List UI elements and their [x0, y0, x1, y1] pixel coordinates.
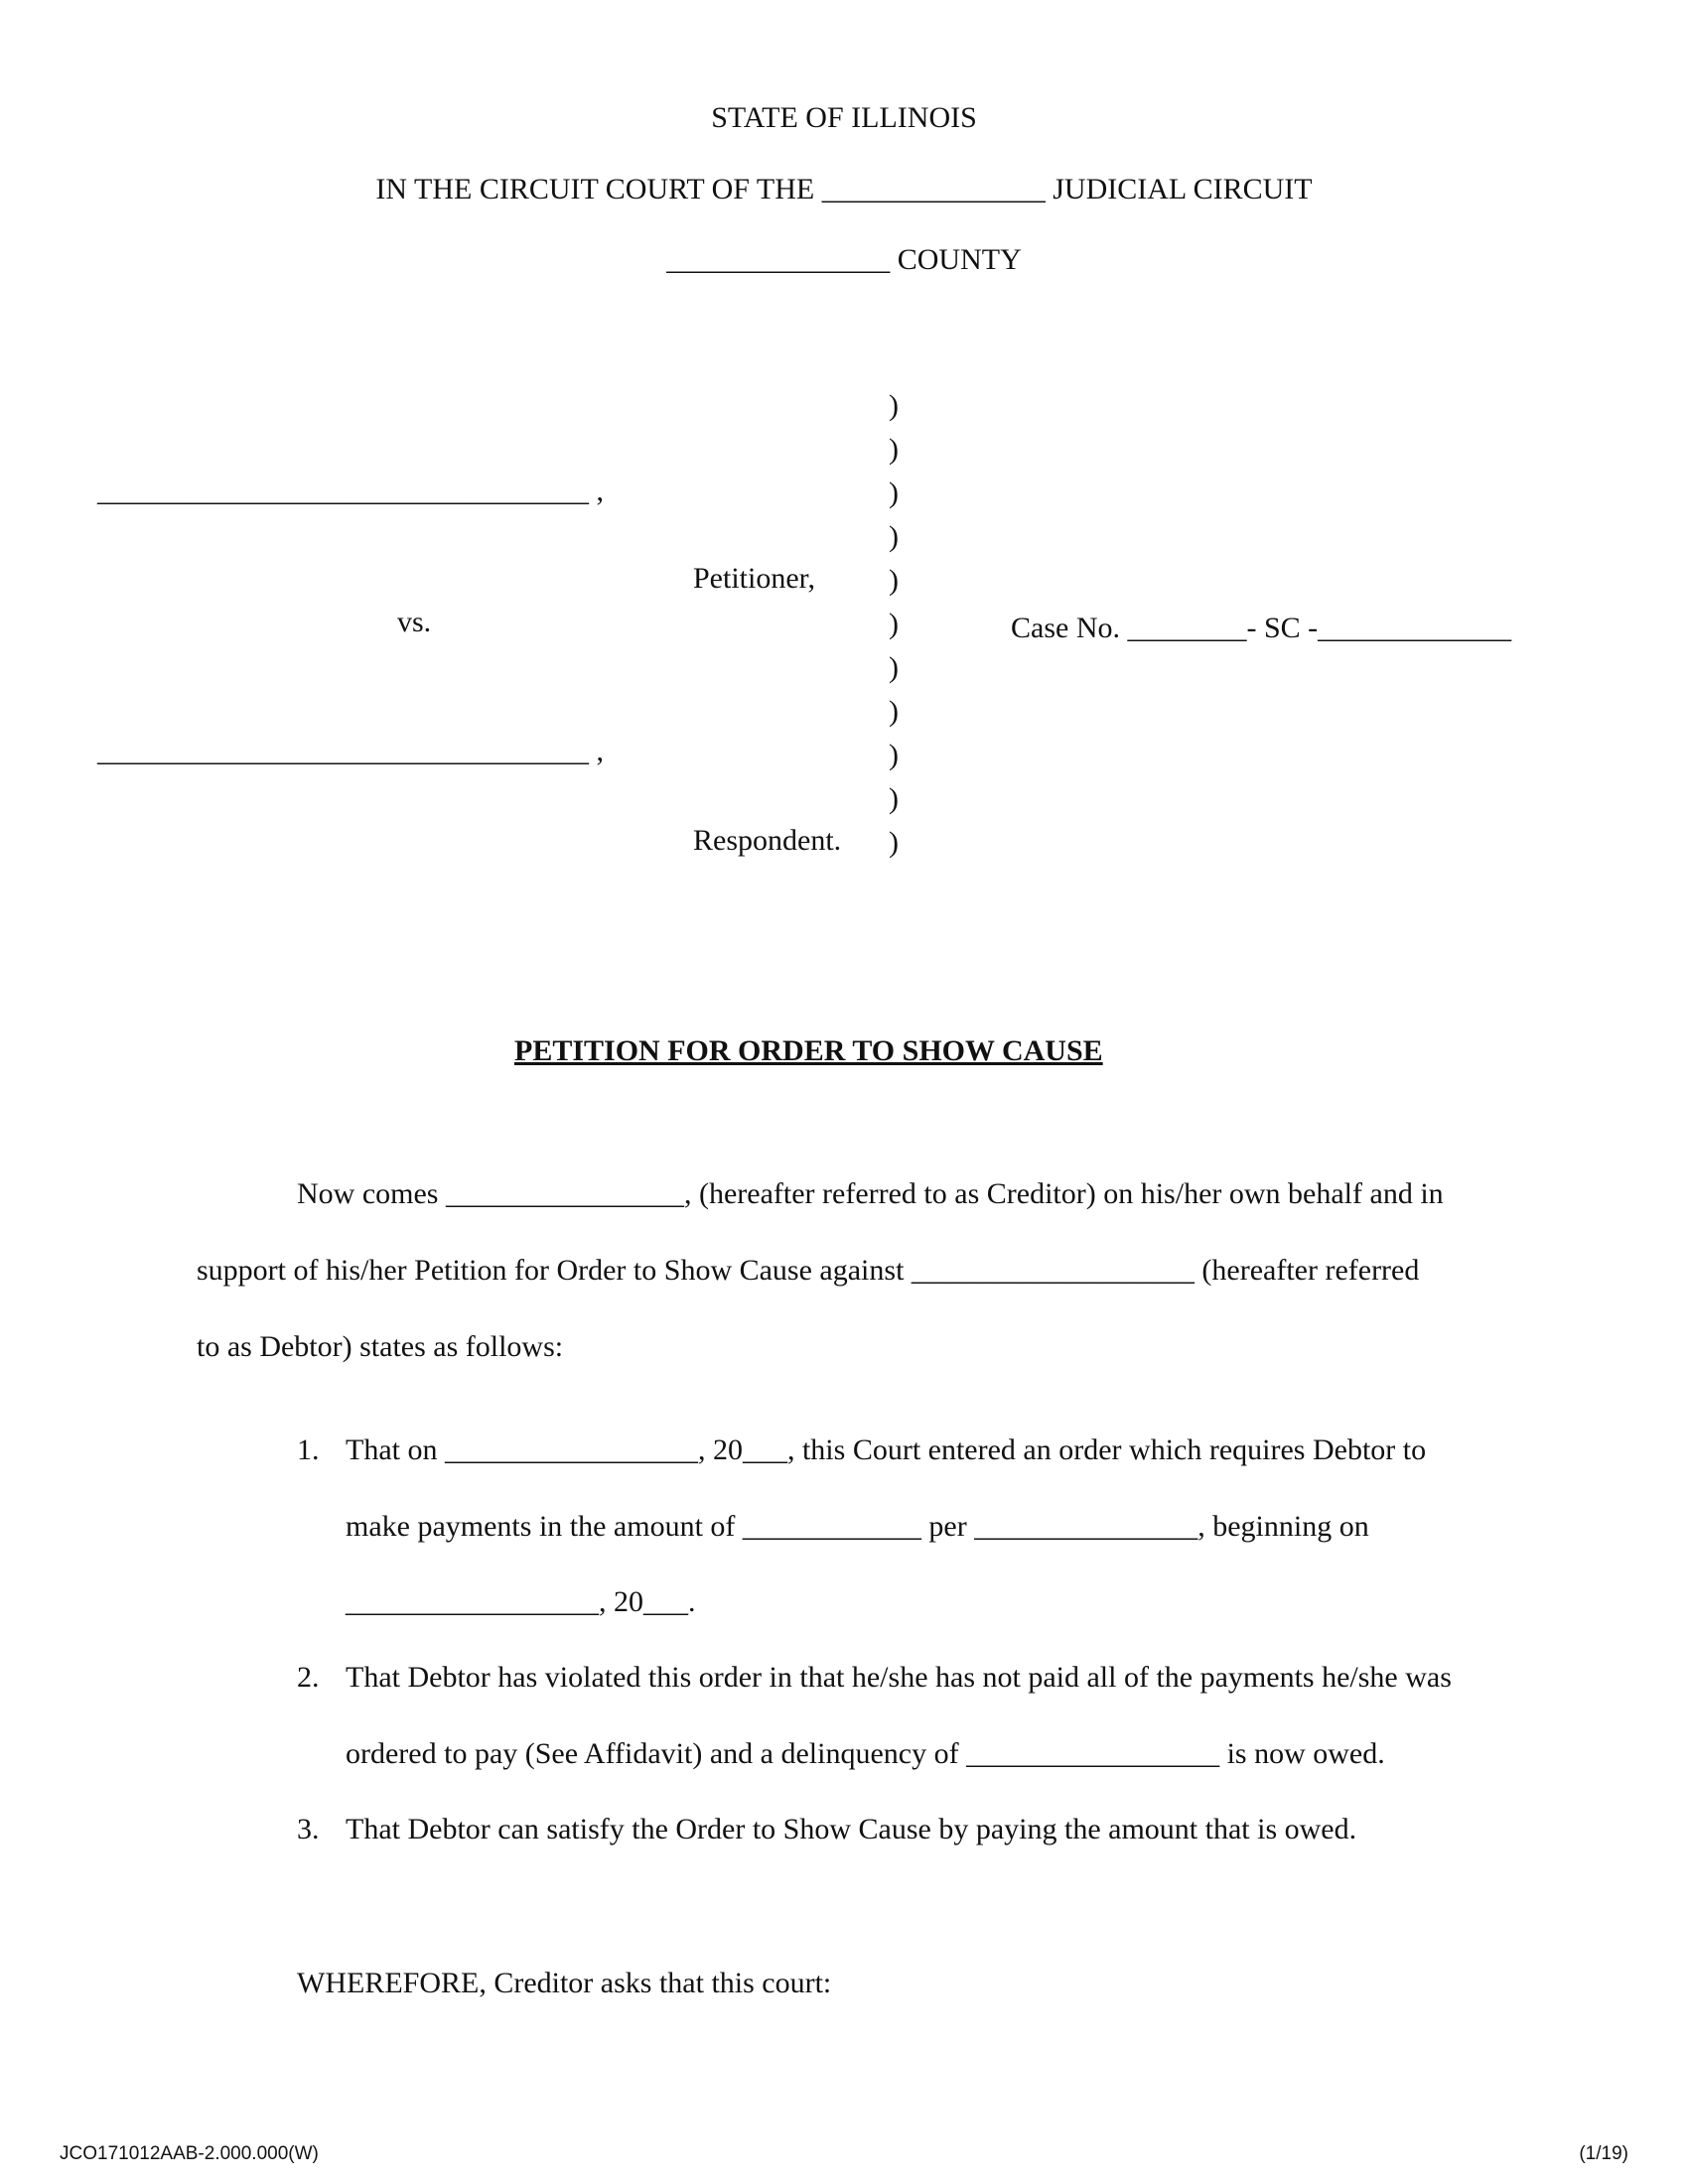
- footer-page-number: (1/19): [1579, 2143, 1628, 2164]
- caption-paren: ): [889, 433, 899, 466]
- footer-doc-id: JCO171012AAB-2.000.000(W): [60, 2143, 319, 2164]
- item-1-line-2: make payments in the amount of ____________ per _______________, beginning on: [346, 1510, 1369, 1543]
- caption-paren: ): [889, 695, 899, 728]
- state-heading: STATE OF ILLINOIS: [711, 101, 977, 134]
- item-2-line-2: ordered to pay (See Affidavit) and a delinquency of _________________ is now owed.: [346, 1737, 1385, 1770]
- versus-label: vs.: [397, 606, 432, 638]
- respondent-label: Respondent.: [693, 824, 842, 857]
- court-heading: IN THE CIRCUIT COURT OF THE _______________ JUDICIAL CIRCUIT: [375, 173, 1313, 205]
- case-number-line: Case No. ________- SC -_____________: [1011, 612, 1512, 644]
- item-number: 3.: [297, 1813, 320, 1845]
- intro-line-3: to as Debtor) states as follows:: [197, 1330, 564, 1363]
- caption-paren: ): [889, 651, 899, 684]
- caption-paren: ): [889, 826, 899, 859]
- caption-paren: ): [889, 520, 899, 553]
- petitioner-label: Petitioner,: [693, 562, 815, 595]
- county-heading: _______________ COUNTY: [666, 243, 1022, 276]
- caption-paren: ): [889, 608, 899, 640]
- caption-paren: ): [889, 739, 899, 771]
- document-title: PETITION FOR ORDER TO SHOW CAUSE: [514, 1034, 1103, 1067]
- respondent-name-blank: _________________________________ ,: [97, 735, 604, 767]
- item-1-line-1: That on _________________, 20___, this Court entered an order which requires Debtor to: [346, 1433, 1427, 1466]
- caption-paren: ): [889, 564, 899, 597]
- caption-paren: ): [889, 477, 899, 509]
- caption-paren: ): [889, 782, 899, 815]
- item-3-line-1: That Debtor can satisfy the Order to Show Cause by paying the amount that is owed.: [346, 1813, 1357, 1845]
- wherefore-line: WHEREFORE, Creditor asks that this court:: [297, 1967, 832, 1999]
- item-number: 2.: [297, 1661, 320, 1694]
- petitioner-name-blank: _________________________________ ,: [97, 475, 604, 507]
- caption-paren: ): [889, 389, 899, 422]
- intro-line-2: support of his/her Petition for Order to Show Cause against ___________________ (hereafter referred: [197, 1254, 1420, 1287]
- item-2-line-1: That Debtor has violated this order in that he/she has not paid all of the payments he/she was: [346, 1661, 1452, 1694]
- item-1-line-3: _________________, 20___.: [346, 1585, 696, 1618]
- item-number: 1.: [297, 1433, 320, 1466]
- intro-line-1: Now comes ________________, (hereafter referred to as Creditor) on his/her own behalf and in: [297, 1177, 1444, 1210]
